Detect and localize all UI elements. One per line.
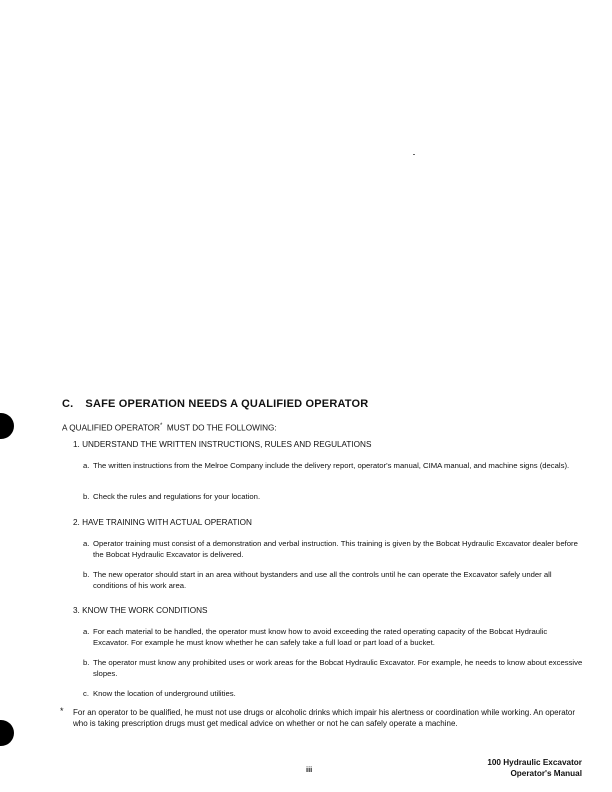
intro-tail: MUST DO THE FOLLOWING: bbox=[166, 423, 277, 433]
section-title: SAFE OPERATION NEEDS A QUALIFIED OPERATOR bbox=[85, 398, 369, 410]
intro-footnote-mark: * bbox=[159, 423, 163, 429]
sub-text: The written instructions from the Melroe Company include the delivery report, operator's manual, CIMA manual, and machine signs (decals). bbox=[93, 461, 570, 470]
sub-label: c. bbox=[83, 689, 89, 698]
sub-label: b. bbox=[83, 658, 90, 667]
item-1-sub-a bbox=[83, 461, 583, 472]
item-1-title: 1. UNDERSTAND THE WRITTEN INSTRUCTIONS, RULES AND REGULATIONS bbox=[73, 440, 372, 449]
item-3-sub-b bbox=[83, 658, 583, 679]
footnote-mark: * bbox=[60, 706, 64, 716]
sub-text: Know the location of underground utilities. bbox=[93, 689, 236, 698]
item-3-title: 3. KNOW THE WORK CONDITIONS bbox=[73, 606, 208, 615]
scan-speck bbox=[413, 154, 415, 155]
page-number: iii bbox=[306, 765, 313, 774]
sub-label: b. bbox=[83, 492, 90, 501]
item-2-title: 2. HAVE TRAINING WITH ACTUAL OPERATION bbox=[73, 518, 252, 527]
sub-text: Check the rules and regulations for your location. bbox=[93, 492, 261, 501]
section-heading bbox=[62, 398, 368, 410]
section-letter: C. bbox=[62, 398, 74, 410]
manual-title-line1: 100 Hydraulic Excavator bbox=[487, 758, 582, 767]
item-2-sub-a bbox=[83, 539, 583, 560]
sub-label: a. bbox=[83, 461, 90, 470]
intro-text: A QUALIFIED OPERATOR bbox=[62, 423, 160, 433]
sub-text: The operator must know any prohibited uses or work areas for the Bobcat Hydraulic Excavator. For example, he needs to know about excessive slopes. bbox=[93, 658, 583, 678]
manual-footer bbox=[487, 757, 582, 779]
item-3-sub-a bbox=[83, 627, 583, 648]
item-1-sub-b bbox=[83, 492, 583, 503]
sub-label: a. bbox=[83, 627, 90, 636]
footnote-text: For an operator to be qualified, he must not use drugs or alcoholic drinks which impair his alertness or coordination while working. An operator who is taking prescription drugs must get medical advice on whether or not he can safely operate a machine. bbox=[73, 708, 576, 728]
sub-label: a. bbox=[83, 539, 90, 548]
intro-line bbox=[62, 423, 277, 433]
item-2-sub-b bbox=[83, 570, 583, 591]
item-3-sub-c bbox=[83, 689, 583, 700]
binder-hole-mark-lower bbox=[0, 720, 14, 746]
sub-label: b. bbox=[83, 570, 90, 579]
sub-text: For each material to be handled, the operator must know how to avoid exceeding the rated operating capacity of the Bobcat Hydraulic Excavator. For example he must know whether he can safely take a full load or part load of a bucket. bbox=[93, 627, 548, 647]
footnote bbox=[60, 708, 582, 729]
sub-text: The new operator should start in an area without bystanders and use all the controls until he can operate the Excavator safely under all conditions of his work area. bbox=[93, 570, 552, 590]
manual-title-line2: Operator's Manual bbox=[510, 769, 582, 778]
binder-hole-mark-upper bbox=[0, 413, 14, 439]
sub-text: Operator training must consist of a demonstration and verbal instruction. This training is given by the Bobcat Hydraulic Excavator dealer before the Bobcat Hydraulic Excavator is delivered. bbox=[93, 539, 578, 559]
